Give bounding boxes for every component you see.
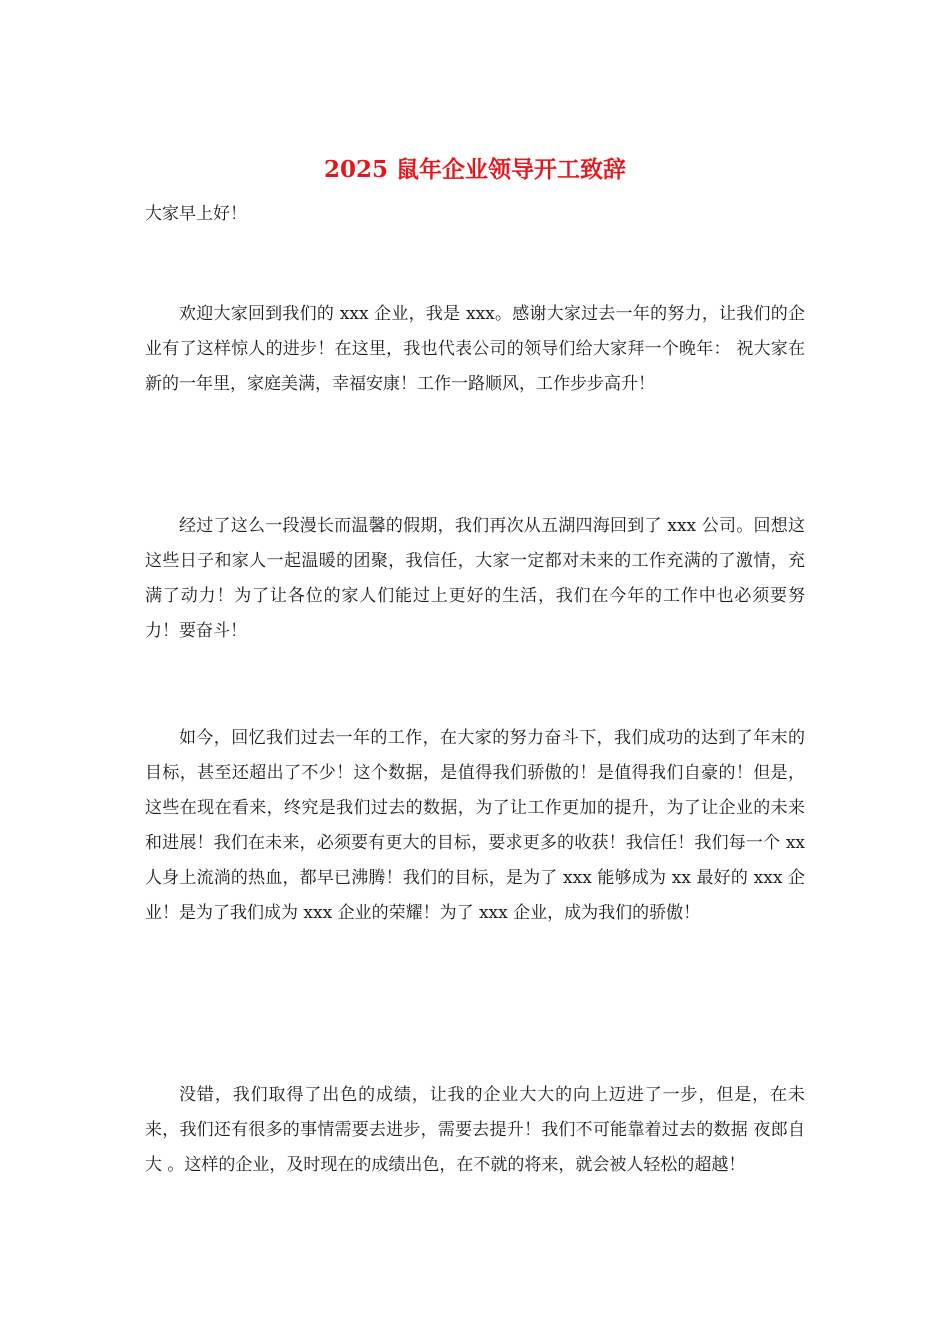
paragraph-holiday: 经过了这么一段漫长而温馨的假期，我们再次从五湖四海回到了 xxx 公司。回想这这些日子和家人一起温暖的团聚，我信任，大家一定都对未来的工作充满的了激情，充满了动力！为了让各位的家人们能过上更好的生活，我们在今年的工作中也必须要努力！要奋斗！ — [145, 516, 805, 641]
paragraph-welcome: 欢迎大家回到我们的 xxx 企业，我是 xxx。感谢大家过去一年的努力，让我们的企业有了这样惊人的进步！在这里，我也代表公司的领导们给大家拜一个晚年： 祝大家在新的一年里，家庭美满，幸福安康！工作一路顺风，工作步步高升！ — [145, 304, 805, 394]
document-title: 2025 鼠年企业领导开工致辞 — [323, 156, 627, 183]
greeting-line: 大家早上好！ — [145, 204, 247, 224]
paragraph-future: 没错，我们取得了出色的成绩，让我的企业大大的向上迈进了一步，但是，在未来，我们还有很多的事情需要去进步，需要去提升！我们不可能靠着过去的数据 夜郎自大 。这样的企业，及时现在的成绩出色，在不就的将来，就会被人轻松的超越！ — [145, 1085, 805, 1175]
paragraph-review: 如今，回忆我们过去一年的工作，在大家的努力奋斗下，我们成功的达到了年末的目标，甚至还超出了不少！这个数据，是值得我们骄傲的！是值得我们自豪的！但是，这些在现在看来，终究是我们过去的数据，为了让工作更加的提升，为了让企业的未来和进展！我们在未来，必须要有更大的目标，要求更多的收获！我信任！我们每一个 xx 人身上流淌的热血，都早已沸腾！我们的目标，是为了 xxx 能够成为 xx 最好的 xxx 企业！是为了我们成为 xxx 企业的荣耀！为了 xxx 企业，成为我们的骄傲！ — [145, 728, 805, 923]
